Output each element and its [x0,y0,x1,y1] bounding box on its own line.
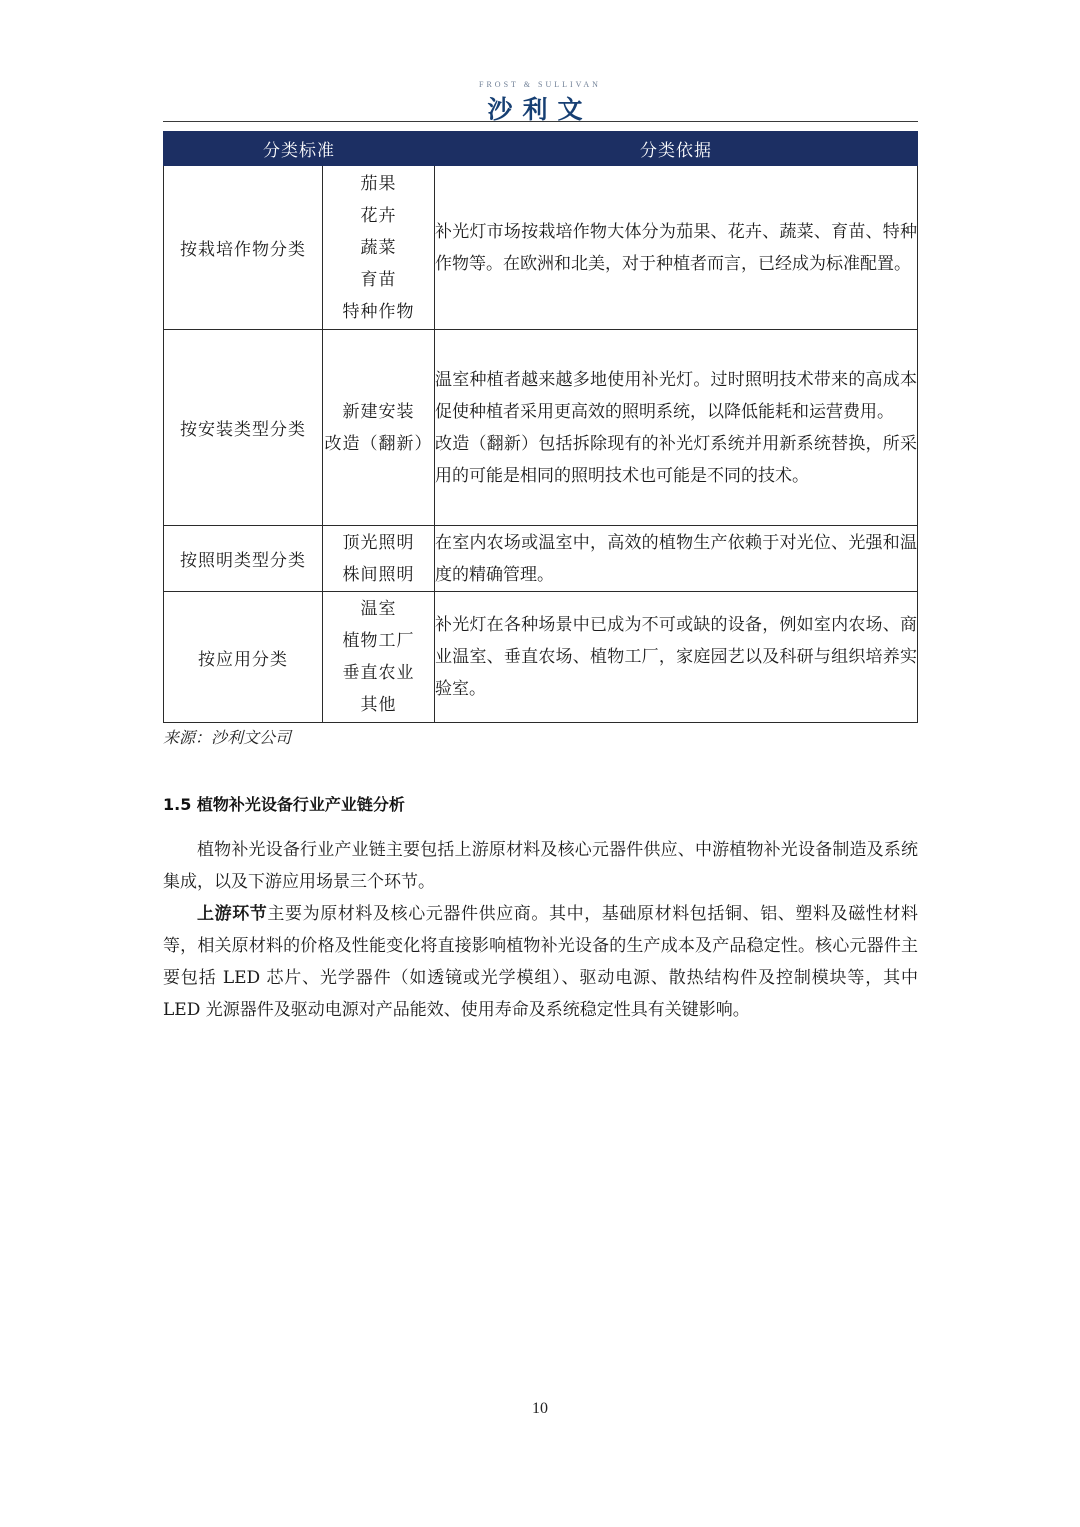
paragraph-intro: 植物补光设备行业产业链主要包括上游原材料及核心元器件供应、中游植物补光设备制造及系统集成，以及下游应用场景三个环节。 [163,840,918,892]
classification-table [163,131,918,723]
type-item: 蔬菜 [360,237,397,258]
source-note: 来源：沙利文公司 [163,728,292,747]
row-basis [435,330,918,526]
type-item: 其他 [360,695,397,715]
row-types [323,592,435,723]
section-heading: 1.5 植物补光设备行业产业链分析 [163,795,405,814]
upstream-text: 主要为原材料及核心元器件供应商。其中，基础原材料包括铜、铝、塑料及磁性材料等，相关原材料的价格及性能变化将直接影响植物补光设备的生产成本及产品稳定性。核心元器件主要包括 LED 芯片、光学器件（如透镜或光学模组）、驱动电源、散热结构件及控制模块等，其中 LED 光源器件及驱动电源对产品能效、使用寿命及系统稳定性具有关键影响。 [163,904,919,1020]
type-item: 株间照明 [342,564,415,585]
type-item: 植物工厂 [342,631,415,651]
table-row [164,166,918,330]
type-item: 新建安装 [342,401,415,422]
type-item: 温室 [360,599,397,619]
type-item: 特种作物 [342,301,415,322]
header-criterion: 分类标准 [164,132,435,166]
table-header-row [164,132,918,166]
row-basis: 在室内农场或温室中，高效的植物生产依赖于对光位、光强和温度的精确管理。 [435,526,918,592]
row-criterion: 按栽培作物分类 [164,166,323,330]
type-item: 育苗 [360,269,397,290]
type-item: 花卉 [360,205,397,226]
header-basis: 分类依据 [435,132,918,166]
logo-chinese: 沙利文 [487,95,593,124]
row-criterion: 按照明类型分类 [164,526,323,592]
type-item: 茄果 [360,173,397,194]
table-row [164,330,918,526]
type-item: 顶光照明 [342,532,415,553]
paragraph-upstream [163,898,918,1026]
row-basis: 补光灯市场按栽培作物大体分为茄果、花卉、蔬菜、育苗、特种作物等。在欧洲和北美，对于种植者而言，已经成为标准配置。 [435,166,918,330]
table-row [164,526,918,592]
table-row [164,592,918,723]
row-types [323,526,435,592]
type-item: 改造（翻新） [324,433,433,454]
logo-english: FROST & SULLIVAN [479,80,601,89]
row-types [323,330,435,526]
basis-paragraph: 改造（翻新）包括拆除现有的补光灯系统并用新系统替换，所采用的可能是相同的照明技术也可能是不同的技术。 [435,433,917,486]
header-logo [0,80,1080,126]
row-basis: 补光灯在各种场景中已成为不可或缺的设备，例如室内农场、商业温室、垂直农场、植物工厂，家庭园艺以及科研与组织培养实验室。 [435,592,918,723]
type-item: 垂直农业 [342,663,415,683]
row-criterion: 按应用分类 [164,592,323,723]
basis-paragraph: 温室种植者越来越多地使用补光灯。过时照明技术带来的高成本促使种植者采用更高效的照明系统，以降低能耗和运营费用。 [435,369,917,422]
page-number: 10 [532,1400,548,1417]
upstream-label: 上游环节 [197,904,268,924]
row-types [323,166,435,330]
header-divider [163,121,918,122]
row-criterion: 按安装类型分类 [164,330,323,526]
